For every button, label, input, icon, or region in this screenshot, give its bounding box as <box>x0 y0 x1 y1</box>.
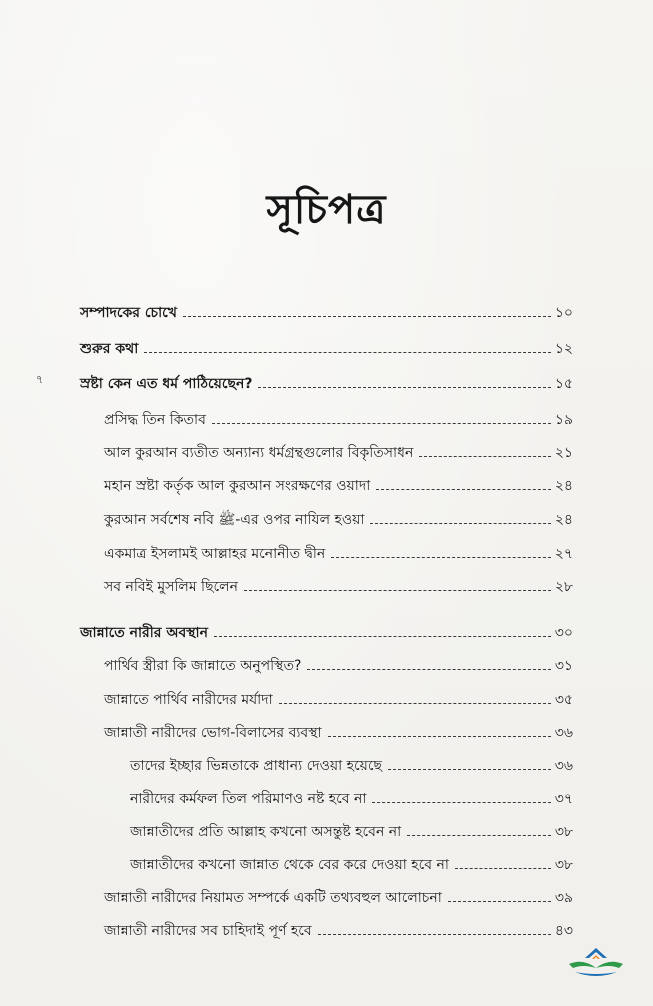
toc-entry-label: শুরুর কথা <box>80 341 139 357</box>
toc-entry-label: জান্নাতী নারীদের ভোগ-বিলাসের ব্যবস্থা <box>104 725 322 741</box>
toc-entry-page: ৩৯ <box>554 890 573 906</box>
toc-entry[interactable] <box>130 784 573 808</box>
toc-entry-label: কুরআন সর্বশেষ নবি ﷺ-এর ওপর নাযিল হওয়া <box>104 512 365 528</box>
toc-entry-label: জান্নাতী নারীদের নিয়ামত সম্পর্কে একটি তথ্যবহুল আলোচনা <box>104 890 442 906</box>
toc-entry-page: ১২ <box>554 341 573 357</box>
toc-entry[interactable] <box>104 916 573 940</box>
toc-entry-page: ২৭ <box>554 546 573 562</box>
dot-leader <box>448 901 551 902</box>
publisher-logo-icon <box>567 944 625 984</box>
dot-leader <box>388 769 551 770</box>
dot-leader <box>419 456 551 457</box>
logo-right-leaf <box>596 962 623 968</box>
toc-entry[interactable] <box>104 883 573 907</box>
toc-entry-label: সম্পাদকের চোখে <box>80 305 177 321</box>
toc-entry-page: ২১ <box>554 445 573 461</box>
toc-entry-page: ২৪ <box>554 478 573 494</box>
dot-leader <box>372 802 550 803</box>
toc-entry-page: ৩৫ <box>554 692 573 708</box>
toc-entry[interactable] <box>104 651 573 675</box>
dot-leader <box>212 423 551 424</box>
dot-leader <box>331 557 551 558</box>
toc-entry[interactable] <box>130 850 573 874</box>
toc-entry-label: নারীদের কর্মফল তিল পরিমাণও নষ্ট হবে না <box>130 791 367 807</box>
margin-mark: ৭ <box>36 373 44 386</box>
toc-entry-page: ১৫ <box>554 376 573 392</box>
toc-entry[interactable] <box>130 751 573 775</box>
toc-entry[interactable] <box>130 817 573 841</box>
toc-entry[interactable] <box>104 438 573 462</box>
toc-entry[interactable] <box>104 685 573 709</box>
toc-entry[interactable] <box>80 298 573 322</box>
dot-leader <box>370 523 550 524</box>
toc-entry-label: মহান স্রষ্টা কর্তৃক আল কুরআন সংরক্ষণের ওয়াদা <box>104 478 371 494</box>
dot-leader <box>328 736 551 737</box>
dot-leader <box>279 703 551 704</box>
toc-entry-label: জান্নাতী নারীদের সব চাহিদাই পূর্ণ হবে <box>104 923 312 939</box>
toc-entry-page: ২৮ <box>554 579 573 595</box>
toc-entry-page: ১৯ <box>554 412 573 428</box>
toc-entry-page: ৩৬ <box>554 725 573 741</box>
logo-inner-shape <box>592 955 600 959</box>
toc-entry-page: ৩১ <box>554 658 573 674</box>
toc-entry-page: ৩০ <box>554 625 573 641</box>
dot-leader <box>183 316 551 317</box>
toc-entry-label: জান্নাতে পার্থিব নারীদের মর্যাদা <box>104 692 273 708</box>
toc-entry[interactable] <box>104 471 573 495</box>
toc-entry[interactable] <box>104 539 573 563</box>
toc-entry[interactable] <box>80 334 573 358</box>
toc-entry-label: স্রষ্টা কেন এত ধর্ম পাঠিয়েছেন? <box>80 376 253 392</box>
dot-leader <box>318 934 551 935</box>
toc-entry-label: আল কুরআন ব্যতীত অন্যান্য ধর্মগ্রন্থগুলোর বিকৃতিসাধন <box>104 445 414 461</box>
toc-entry-label: একমাত্র ইসলামই আল্লাহর মনোনীত দ্বীন <box>104 546 326 562</box>
toc-entry[interactable] <box>104 572 573 596</box>
dot-leader <box>376 489 551 490</box>
toc-entry-label: জান্নাতীদের প্রতি আল্লাহ কখনো অসন্তুষ্ট হবেন না <box>130 824 402 840</box>
toc-entry-page: ৩৭ <box>554 791 573 807</box>
toc-entry[interactable] <box>104 505 573 529</box>
logo-left-leaf <box>569 962 596 968</box>
toc-entry-label: জান্নাতীদের কখনো জান্নাত থেকে বের করে দেওয়া হবে না <box>130 857 449 873</box>
toc-entry-page: ২৪ <box>554 512 573 528</box>
logo-base-swoosh <box>575 972 617 976</box>
toc-entry-label: তাদের ইচ্ছার ভিন্নতাকে প্রাধান্য দেওয়া হয়েছে <box>130 758 383 774</box>
toc-entry[interactable] <box>80 369 573 393</box>
toc-entry-label: পার্থিব স্ত্রীরা কি জান্নাতে অনুপস্থিত? <box>104 658 302 674</box>
toc-entry-label: জান্নাতে নারীর অবস্থান <box>80 625 208 641</box>
toc-entry-page: ৩৬ <box>554 758 573 774</box>
toc-entry[interactable] <box>104 405 573 429</box>
toc-entry-label: প্রসিদ্ধ তিন কিতাব <box>104 412 206 428</box>
toc-entry-page: ৪৩ <box>554 923 573 939</box>
page-title: সূচিপত্র <box>266 186 387 233</box>
toc-entry-page: ৩৮ <box>554 824 573 840</box>
toc-entry[interactable] <box>80 618 573 642</box>
toc-entry-label: সব নবিই মুসলিম ছিলেন <box>104 579 238 595</box>
dot-leader <box>244 590 551 591</box>
dot-leader <box>407 835 551 836</box>
dot-leader <box>214 636 551 637</box>
dot-leader <box>455 868 551 869</box>
toc-entry-page: ১০ <box>554 305 573 321</box>
dot-leader <box>258 387 550 388</box>
dot-leader <box>307 669 550 670</box>
toc-entry[interactable] <box>104 718 573 742</box>
toc-entry-page: ৩৮ <box>554 857 573 873</box>
dot-leader <box>144 352 551 353</box>
